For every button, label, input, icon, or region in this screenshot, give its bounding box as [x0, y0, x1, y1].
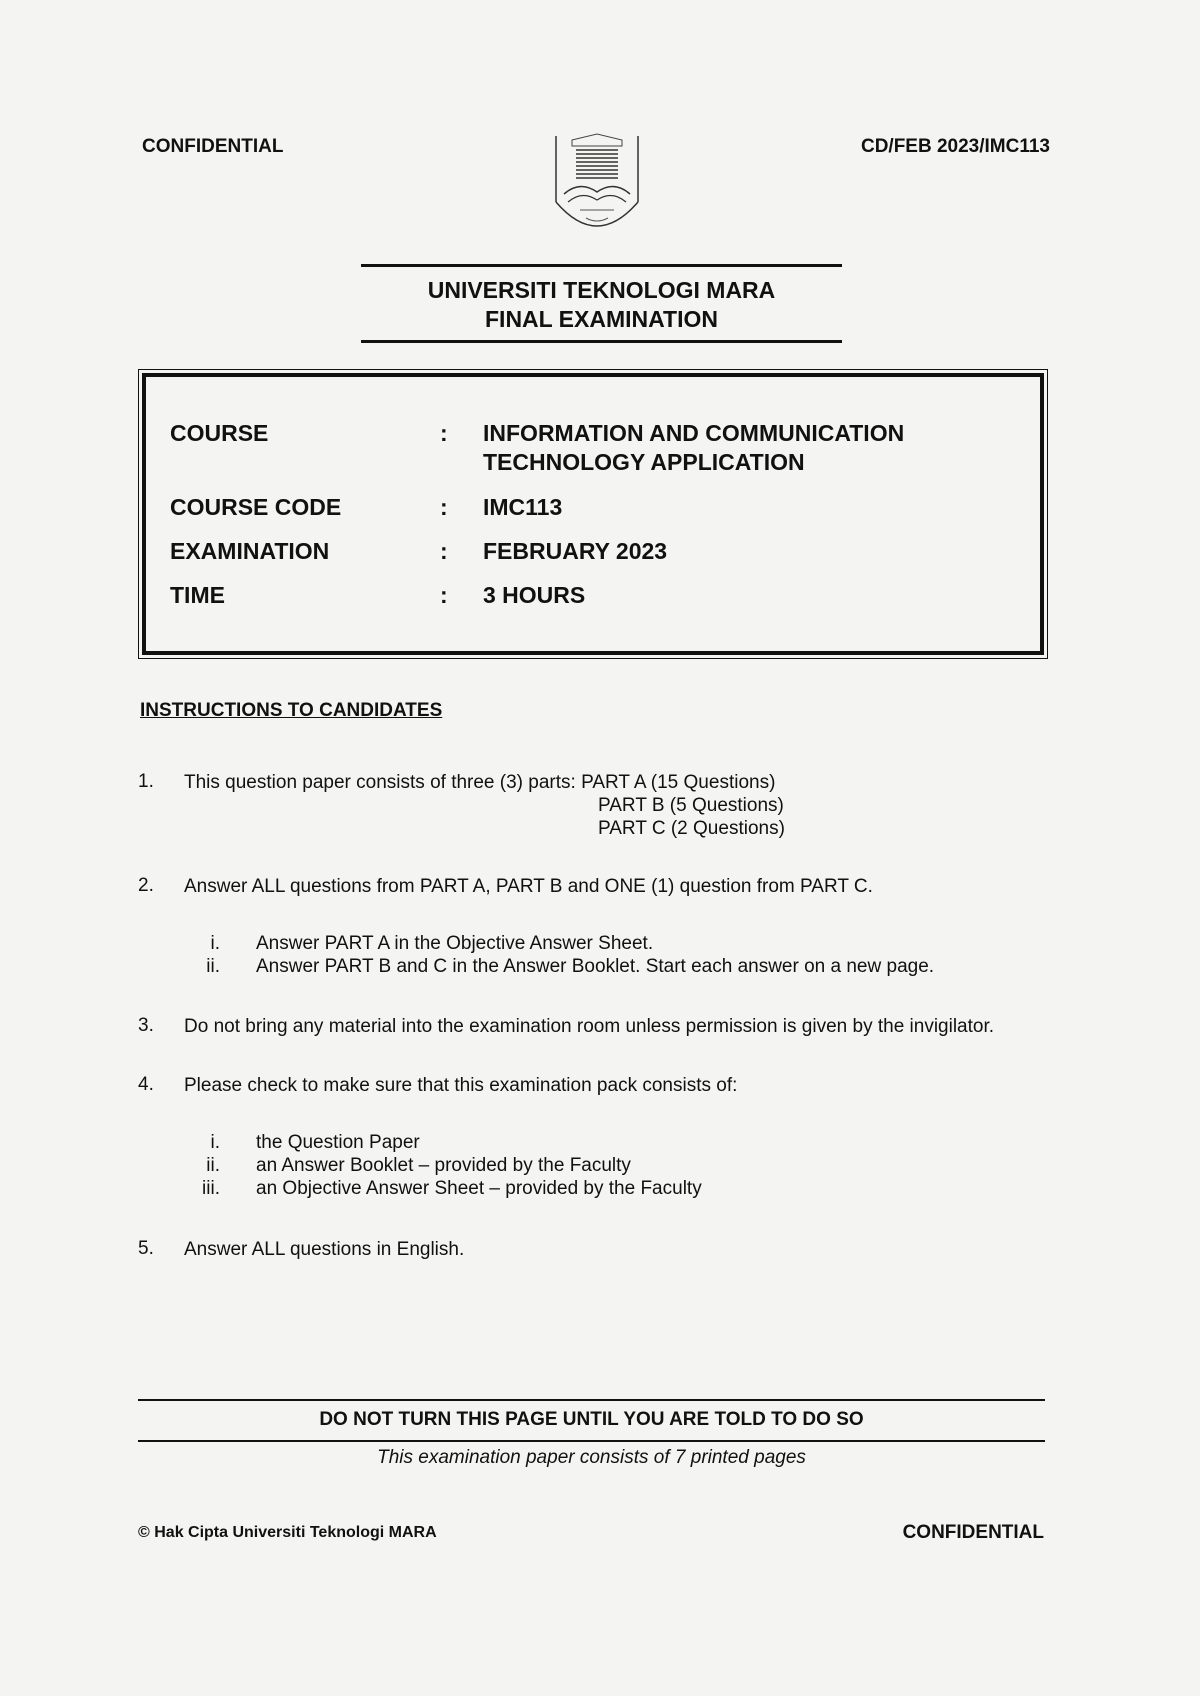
- subitem-number: iii.: [202, 1178, 220, 1199]
- info-label: TIME: [170, 582, 225, 608]
- subitem-text: Answer PART B and C in the Answer Booklet. Start each answer on a new page.: [256, 956, 935, 977]
- item-text: Do not bring any material into the examination room unless permission is given by the invigilator.: [184, 1016, 995, 1037]
- subitem-number: i.: [210, 933, 220, 954]
- subitem-text: the Question Paper: [256, 1132, 420, 1153]
- item-text: Answer ALL questions in English.: [184, 1239, 465, 1260]
- pages-note: This examination paper consists of 7 printed pages: [377, 1447, 806, 1468]
- header-confidential: CONFIDENTIAL: [142, 136, 284, 157]
- info-value: [483, 419, 1043, 477]
- course-info-box: [142, 373, 1044, 655]
- info-value-line2: TECHNOLOGY APPLICATION: [483, 449, 805, 475]
- info-colon: :: [440, 420, 448, 446]
- subitem-text: an Objective Answer Sheet – provided by the Faculty: [256, 1178, 702, 1199]
- info-label: COURSE: [170, 420, 269, 446]
- university-name: UNIVERSITI TEKNOLOGI MARA: [427, 277, 776, 303]
- item-number: 2.: [138, 875, 154, 896]
- info-label: EXAMINATION: [170, 538, 330, 564]
- info-colon: :: [440, 494, 448, 520]
- title-rule-top: [361, 264, 842, 267]
- info-value: IMC113: [483, 494, 563, 520]
- header-course-ref: CD/FEB 2023/IMC113: [860, 136, 1050, 157]
- info-value-line1: INFORMATION AND COMMUNICATION: [483, 420, 905, 446]
- item-number: 4.: [138, 1074, 154, 1095]
- footer-rule-bottom: [138, 1440, 1045, 1442]
- subitem-number: ii.: [206, 1155, 220, 1176]
- item-number: 1.: [138, 771, 154, 792]
- info-colon: :: [440, 538, 448, 564]
- footer-confidential: CONFIDENTIAL: [902, 1522, 1044, 1543]
- item-number: 5.: [138, 1238, 154, 1259]
- footer-rule-top: [138, 1399, 1045, 1401]
- title-rule-bottom: [361, 340, 842, 343]
- instructions-heading: INSTRUCTIONS TO CANDIDATES: [140, 700, 443, 721]
- exam-type: FINAL EXAMINATION: [485, 306, 718, 332]
- item-number: 3.: [138, 1015, 154, 1036]
- page-title: [361, 276, 842, 334]
- info-value: FEBRUARY 2023: [483, 538, 668, 564]
- item-text: This question paper consists of three (3) parts: PART A (15 Questions): [184, 772, 776, 793]
- item-continuation: PART C (2 Questions): [598, 818, 785, 839]
- subitem-text: Answer PART A in the Objective Answer Sheet.: [256, 933, 654, 954]
- university-crest-icon: [552, 132, 642, 244]
- subitem-number: ii.: [206, 956, 220, 977]
- subitem-text: an Answer Booklet – provided by the Faculty: [256, 1155, 631, 1176]
- info-value: 3 HOURS: [483, 582, 586, 608]
- copyright-notice: © Hak Cipta Universiti Teknologi MARA: [138, 1524, 437, 1541]
- item-text: Answer ALL questions from PART A, PART B and ONE (1) question from PART C.: [184, 876, 873, 897]
- item-text: Please check to make sure that this examination pack consists of:: [184, 1075, 738, 1096]
- info-label: COURSE CODE: [170, 494, 342, 520]
- subitem-number: i.: [210, 1132, 220, 1153]
- footer-warning: DO NOT TURN THIS PAGE UNTIL YOU ARE TOLD TO DO SO: [319, 1409, 864, 1430]
- item-continuation: PART B (5 Questions): [598, 795, 784, 816]
- info-colon: :: [440, 582, 448, 608]
